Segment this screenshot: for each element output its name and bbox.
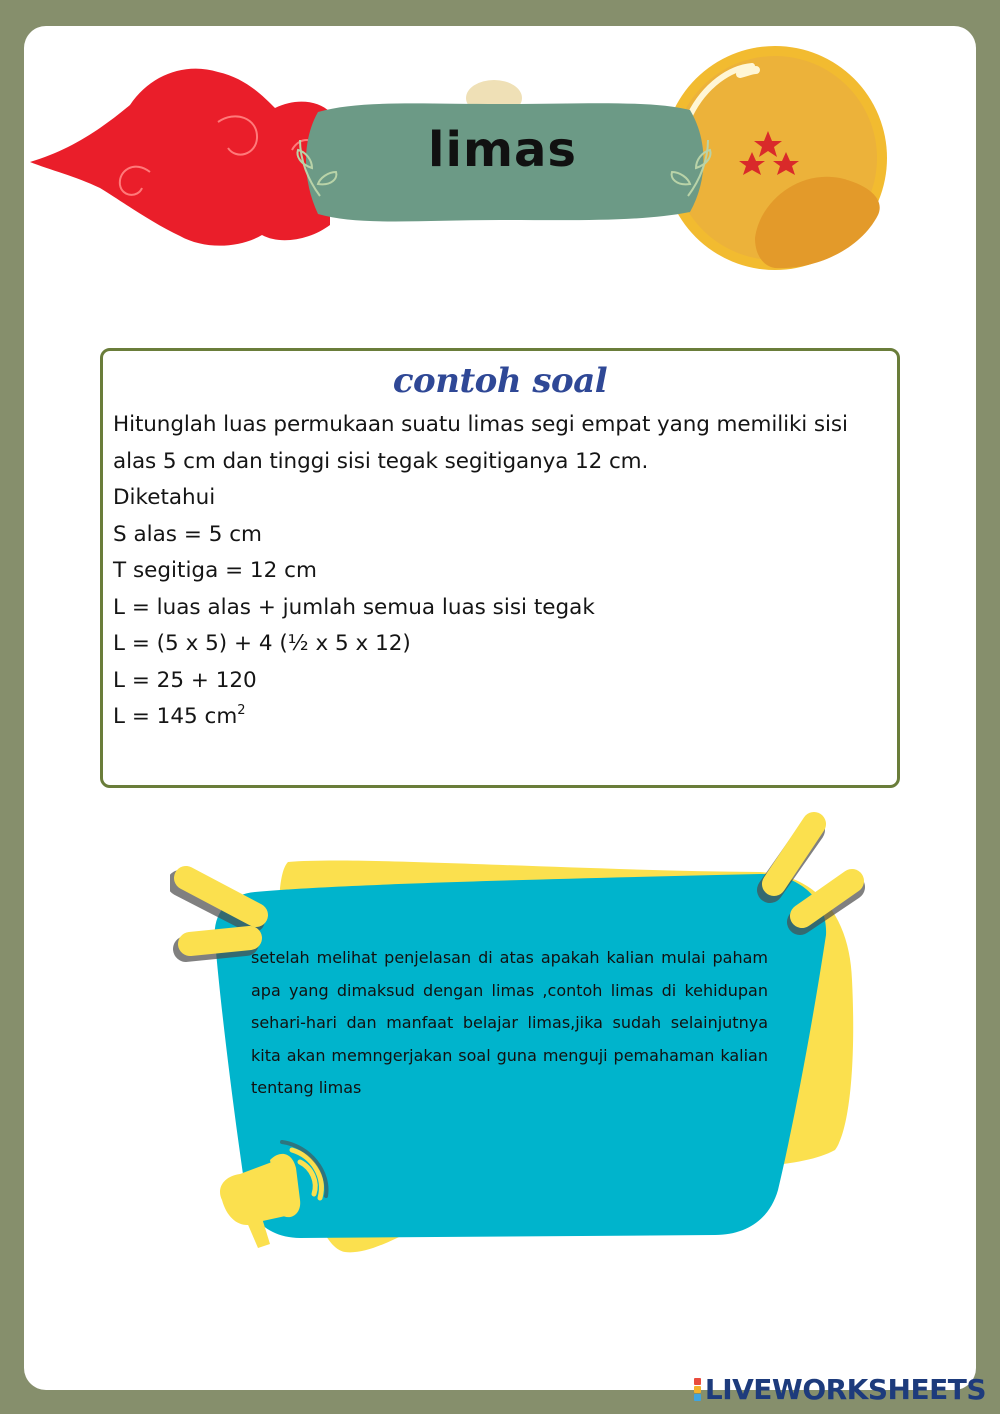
example-body — [113, 407, 893, 739]
liveworksheets-logo — [694, 1372, 986, 1406]
page-title: limas — [428, 122, 577, 178]
example-line-substitution: L = (5 x 5) + 4 (½ x 5 x 12) — [113, 631, 411, 656]
liveworksheets-brand-text: LIVEWORKSHEETS — [704, 1372, 986, 1406]
example-question: Hitunglah luas permukaan suatu limas segi empat yang memiliki sisi alas 5 cm dan tinggi sisi tegak segitiganya 12 cm. — [113, 412, 848, 474]
example-result-superscript: 2 — [237, 703, 246, 718]
red-cloud-decoration — [30, 69, 330, 246]
example-box — [100, 348, 900, 788]
example-heading: contoh soal — [392, 361, 608, 401]
spark-lines-left — [180, 878, 256, 949]
example-result-value: L = 145 cm — [113, 704, 238, 729]
liveworksheets-logo-icon — [694, 1378, 701, 1401]
example-line-sum: L = 25 + 120 — [113, 667, 257, 693]
example-line-triangle-height: T segitiga = 12 cm — [113, 558, 317, 583]
example-line-given: Diketahui — [113, 485, 216, 510]
notice-text: setelah melihat penjelasan di atas apakah kalian mulai paham apa yang dimaksud dengan limas ,contoh limas di kehidupan sehari-hari dan manfaat belajar limas,jika sudah selainjutnya kita akan memngerjakan soal guna menguji pemahaman kalian tentang limas — [251, 948, 768, 1097]
example-line-result — [113, 699, 893, 739]
example-line-formula: L = luas alas + jumlah semua luas sisi tegak — [113, 594, 595, 620]
example-line-base-side: S alas = 5 cm — [113, 521, 262, 547]
